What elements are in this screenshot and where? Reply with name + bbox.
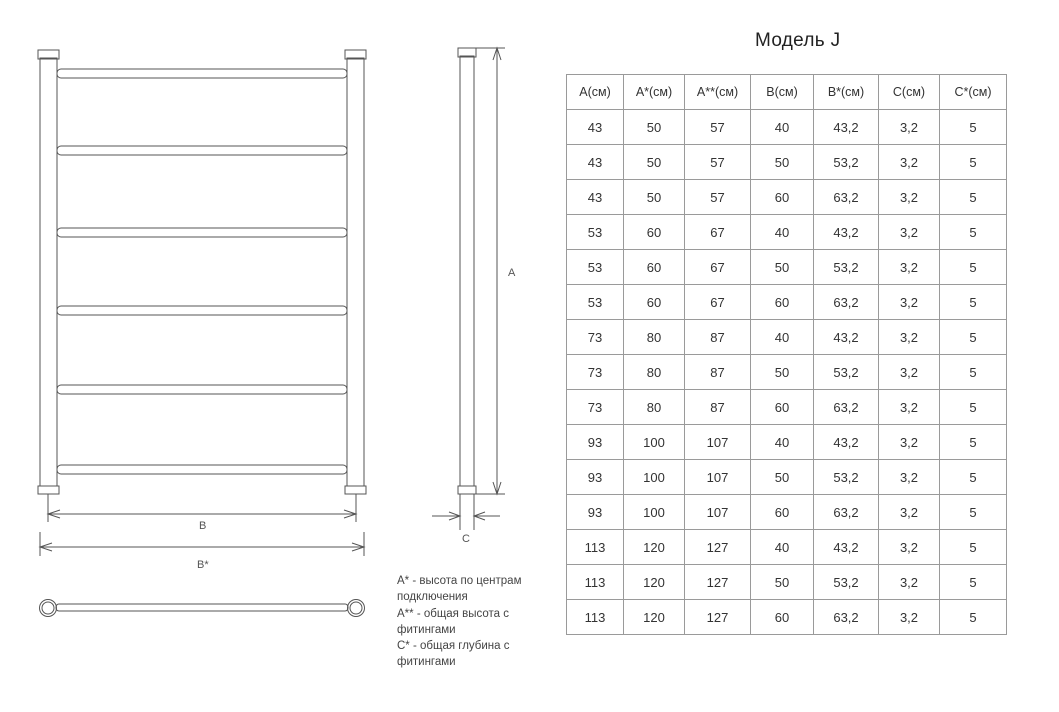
- table-cell: 53,2: [814, 460, 879, 495]
- table-cell: 93: [567, 495, 624, 530]
- table-cell: 43,2: [814, 425, 879, 460]
- top-view: [40, 600, 365, 617]
- table-cell: 113: [567, 530, 624, 565]
- note-a-star: A* - высота по центрам подключения: [397, 575, 522, 604]
- table-cell: 120: [624, 565, 685, 600]
- table-cell: 3,2: [879, 285, 940, 320]
- column-header: B(см): [751, 75, 814, 110]
- table-cell: 60: [624, 250, 685, 285]
- table-cell: 73: [567, 320, 624, 355]
- table-cell: 5: [940, 285, 1007, 320]
- table-cell: 3,2: [879, 215, 940, 250]
- table-cell: 40: [751, 110, 814, 145]
- table-cell: 60: [751, 180, 814, 215]
- table-cell: 127: [685, 600, 751, 635]
- front-view: [38, 50, 366, 494]
- table-cell: 3,2: [879, 600, 940, 635]
- table-cell: 100: [624, 495, 685, 530]
- dimension-b-star: [40, 532, 364, 556]
- table-cell: 107: [685, 425, 751, 460]
- table-row: [567, 355, 1007, 390]
- crossbar: [57, 69, 347, 78]
- table-cell: 5: [940, 320, 1007, 355]
- table-cell: 67: [685, 215, 751, 250]
- table-cell: 57: [685, 110, 751, 145]
- table-cell: 100: [624, 425, 685, 460]
- table-cell: 3,2: [879, 530, 940, 565]
- table-cell: 53,2: [814, 565, 879, 600]
- table-cell: 93: [567, 460, 624, 495]
- table-row: [567, 180, 1007, 215]
- table-cell: 57: [685, 180, 751, 215]
- table-cell: 50: [624, 145, 685, 180]
- table-cell: 60: [624, 285, 685, 320]
- table-row: [567, 460, 1007, 495]
- dimension-label-a: A: [508, 267, 516, 279]
- table-row: [567, 425, 1007, 460]
- table-cell: 43,2: [814, 215, 879, 250]
- table-cell: 87: [685, 390, 751, 425]
- table-row: [567, 390, 1007, 425]
- table-cell: 87: [685, 355, 751, 390]
- table-cell: 107: [685, 460, 751, 495]
- table-cell: 5: [940, 145, 1007, 180]
- notes: [397, 573, 547, 671]
- table-cell: 60: [624, 215, 685, 250]
- dimension-label-b: B: [199, 520, 207, 532]
- table-cell: 5: [940, 600, 1007, 635]
- table-cell: 3,2: [879, 320, 940, 355]
- table-cell: 3,2: [879, 110, 940, 145]
- table-cell: 3,2: [879, 355, 940, 390]
- table-cell: 53,2: [814, 145, 879, 180]
- table-row: [567, 320, 1007, 355]
- table-cell: 50: [751, 565, 814, 600]
- table-cell: 3,2: [879, 495, 940, 530]
- dimensions-table: [566, 74, 1007, 635]
- table-cell: 113: [567, 600, 624, 635]
- table-row: [567, 600, 1007, 635]
- table-row: [567, 110, 1007, 145]
- column-header: B*(см): [814, 75, 879, 110]
- table-cell: 63,2: [814, 285, 879, 320]
- table-cell: 40: [751, 215, 814, 250]
- side-upright: [460, 56, 474, 486]
- right-bottom-fitting: [345, 486, 366, 494]
- table-cell: 43: [567, 180, 624, 215]
- table-cell: 50: [751, 145, 814, 180]
- table-cell: 43: [567, 145, 624, 180]
- table-cell: 50: [624, 180, 685, 215]
- table-cell: 5: [940, 110, 1007, 145]
- table-cell: 40: [751, 320, 814, 355]
- table-cell: 67: [685, 285, 751, 320]
- table-cell: 3,2: [879, 390, 940, 425]
- table-cell: 43,2: [814, 110, 879, 145]
- table-cell: 63,2: [814, 495, 879, 530]
- table-cell: 100: [624, 460, 685, 495]
- table-cell: 3,2: [879, 425, 940, 460]
- table-row: [567, 285, 1007, 320]
- table-cell: 5: [940, 530, 1007, 565]
- left-bottom-fitting: [38, 486, 59, 494]
- table-cell: 3,2: [879, 565, 940, 600]
- table-cell: 40: [751, 425, 814, 460]
- table-cell: 80: [624, 390, 685, 425]
- table-row: [567, 250, 1007, 285]
- table-cell: 50: [751, 250, 814, 285]
- table-row: [567, 145, 1007, 180]
- dimension-b: [48, 494, 356, 522]
- note-c-star: C* - общая глубина с фитингами: [397, 640, 510, 669]
- table-cell: 53,2: [814, 355, 879, 390]
- column-header: A**(см): [685, 75, 751, 110]
- table-cell: 73: [567, 355, 624, 390]
- table-cell: 3,2: [879, 180, 940, 215]
- table-cell: 50: [751, 355, 814, 390]
- column-header: A(см): [567, 75, 624, 110]
- crossbar: [57, 228, 347, 237]
- crossbar: [57, 465, 347, 474]
- table-cell: 50: [624, 110, 685, 145]
- table-cell: 63,2: [814, 600, 879, 635]
- column-header: A*(см): [624, 75, 685, 110]
- crossbar: [57, 146, 347, 155]
- note-a-double-star: A** - общая высота с фитингами: [397, 607, 509, 636]
- table-cell: 53: [567, 215, 624, 250]
- table-cell: 80: [624, 320, 685, 355]
- table-body: [567, 110, 1007, 635]
- table-row: [567, 215, 1007, 250]
- table-row: [567, 565, 1007, 600]
- table-cell: 43: [567, 110, 624, 145]
- table-cell: 5: [940, 460, 1007, 495]
- table-cell: 120: [624, 600, 685, 635]
- table-cell: 53,2: [814, 250, 879, 285]
- left-upright: [40, 58, 57, 486]
- table-row: [567, 495, 1007, 530]
- table-row: [567, 530, 1007, 565]
- table-cell: 60: [751, 495, 814, 530]
- table-cell: 43,2: [814, 530, 879, 565]
- table-cell: 67: [685, 250, 751, 285]
- table-cell: 40: [751, 530, 814, 565]
- table-header-row: [567, 75, 1007, 110]
- table-cell: 113: [567, 565, 624, 600]
- side-view: [432, 48, 505, 530]
- table-cell: 93: [567, 425, 624, 460]
- table-cell: 43,2: [814, 320, 879, 355]
- table-cell: 80: [624, 355, 685, 390]
- table-cell: 3,2: [879, 460, 940, 495]
- dimension-label-b-star: B*: [197, 559, 209, 571]
- table-cell: 73: [567, 390, 624, 425]
- table-cell: 5: [940, 495, 1007, 530]
- dimension-label-c: C: [462, 533, 470, 545]
- table-cell: 5: [940, 355, 1007, 390]
- table-cell: 107: [685, 495, 751, 530]
- table-cell: 53: [567, 285, 624, 320]
- right-upright: [347, 58, 364, 486]
- table-cell: 5: [940, 215, 1007, 250]
- table-cell: 87: [685, 320, 751, 355]
- table-cell: 120: [624, 530, 685, 565]
- column-header: C(см): [879, 75, 940, 110]
- table-cell: 3,2: [879, 250, 940, 285]
- table-cell: 127: [685, 530, 751, 565]
- model-title: Модель J: [755, 30, 841, 51]
- table-cell: 3,2: [879, 145, 940, 180]
- table-cell: 5: [940, 390, 1007, 425]
- crossbar: [57, 385, 347, 394]
- table-cell: 127: [685, 565, 751, 600]
- table-cell: 60: [751, 600, 814, 635]
- table-cell: 5: [940, 565, 1007, 600]
- table-cell: 5: [940, 180, 1007, 215]
- crossbar: [57, 306, 347, 315]
- table-cell: 53: [567, 250, 624, 285]
- table-cell: 63,2: [814, 180, 879, 215]
- table-cell: 5: [940, 425, 1007, 460]
- table-cell: 57: [685, 145, 751, 180]
- table-cell: 5: [940, 250, 1007, 285]
- column-header: C*(см): [940, 75, 1007, 110]
- table-cell: 63,2: [814, 390, 879, 425]
- table-cell: 50: [751, 460, 814, 495]
- table-cell: 60: [751, 285, 814, 320]
- table-cell: 60: [751, 390, 814, 425]
